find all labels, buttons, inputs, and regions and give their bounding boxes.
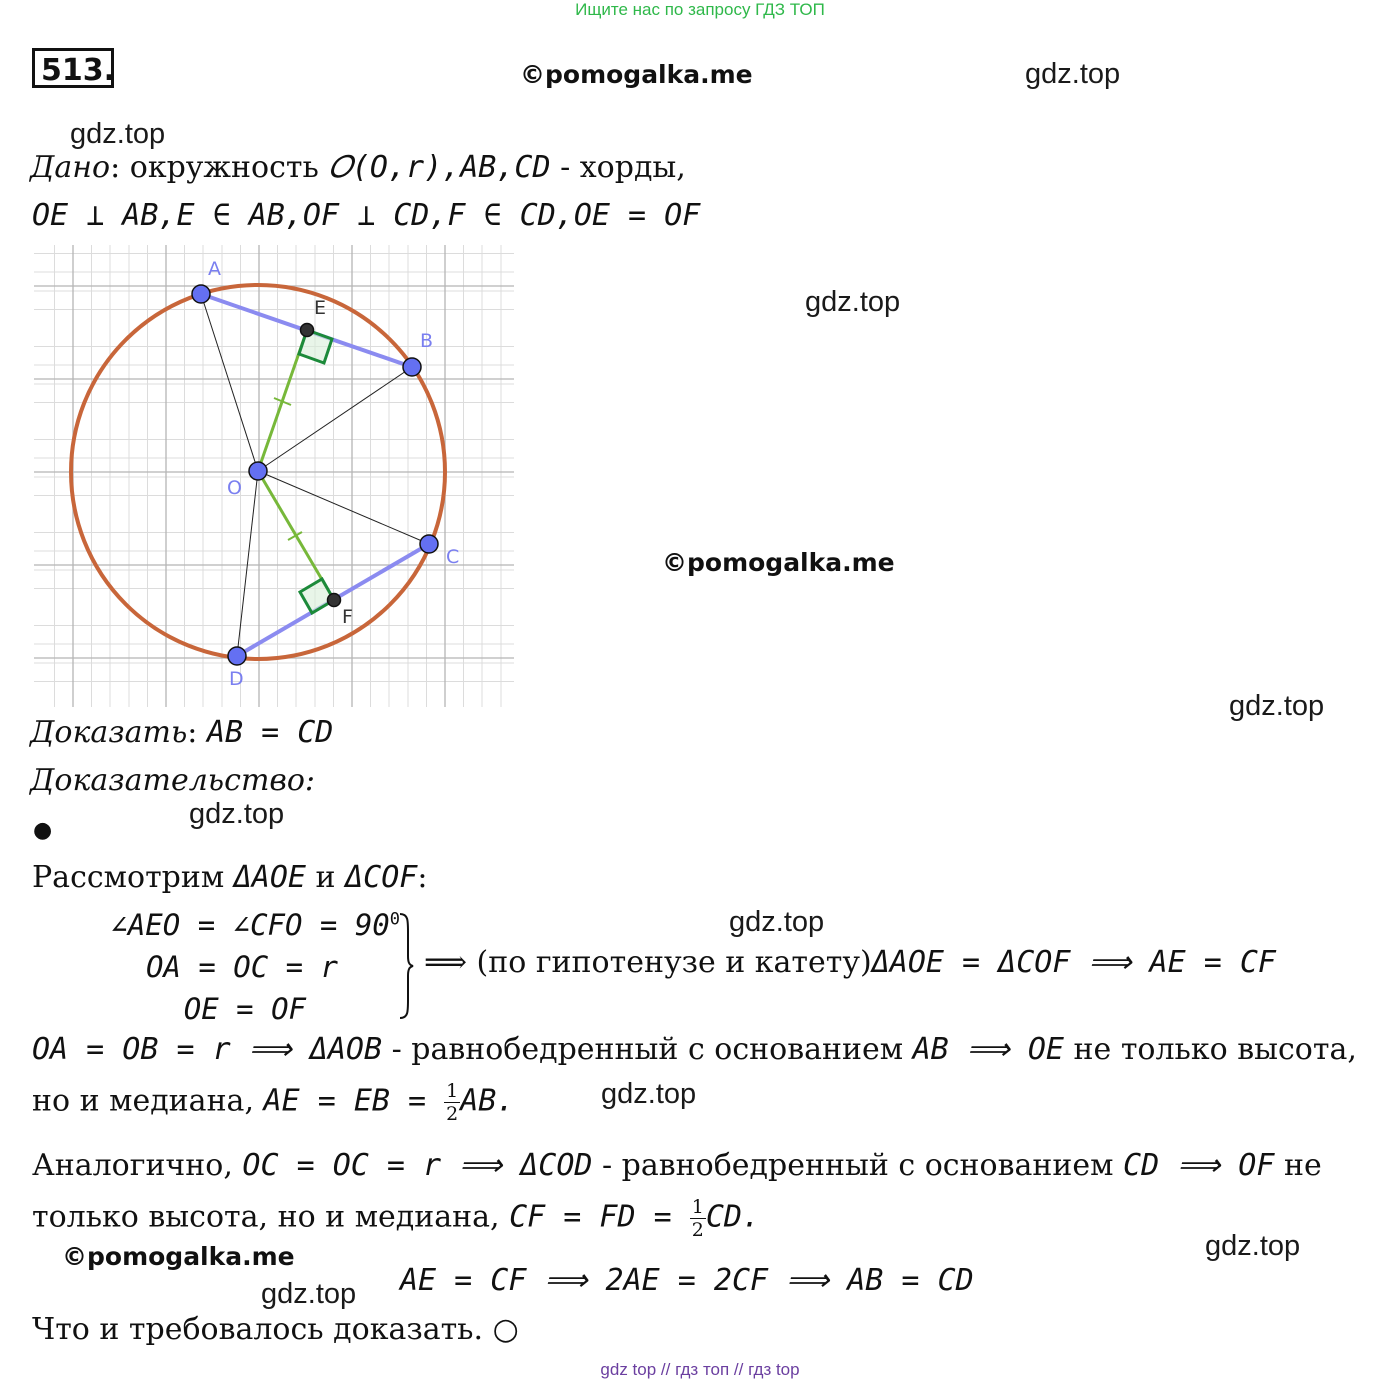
label-f: F: [342, 606, 353, 628]
watermark-gdz-7: gdz.top: [601, 1078, 697, 1110]
watermark-gdz-6: gdz.top: [729, 906, 825, 938]
given-line-1: [30, 150, 686, 185]
right-brace: [396, 912, 416, 1020]
label-d: D: [229, 668, 244, 690]
label-b: B: [420, 330, 434, 352]
line-median-ab: но и медиана, AE = EB = $\frac{1}{2}$ AB.: [32, 1080, 515, 1125]
given-line-2: OE ⊥ AB,E ∈ AB,OF ⊥ CD,F ∈ CD,OE = OF: [32, 198, 701, 233]
given-text: : окружность: [110, 150, 329, 185]
fraction-half-2: $\frac{1}{2}$: [691, 1196, 704, 1241]
point-o: [249, 462, 267, 480]
brace-row-3: OE = OF: [183, 992, 306, 1026]
label-c: C: [446, 546, 460, 568]
prove-label: Доказать: [30, 715, 188, 750]
given-tail: - хорды,: [550, 150, 686, 185]
fraction-half: $\frac{1}{2}$: [446, 1080, 459, 1125]
implies-line: ⟹ (по гипотенузе и катету)ΔAOE = ΔCOF ⟹ AE = CF: [424, 945, 1276, 980]
grid-major: [34, 245, 514, 707]
top-banner: Ищите нас по запросу ГДЗ ТОП: [575, 0, 825, 19]
prove-math: AB = CD: [206, 715, 334, 750]
watermark-pomogalka-3: ©pomogalka.me: [62, 1242, 295, 1271]
label-a: A: [208, 258, 221, 280]
proof-label: Доказательство:: [30, 763, 316, 798]
problem-number: 513.: [32, 48, 114, 88]
given-label: Дано: [30, 150, 111, 185]
watermark-pomogalka-2: ©pomogalka.me: [662, 548, 895, 577]
line-analog: Аналогично, OC = OC = r ⟹ ΔCOD - равнобедренный с основанием CD ⟹ OF не: [32, 1148, 1322, 1183]
consider-line: Рассмотрим ΔAOE и ΔCOF:: [32, 860, 428, 895]
watermark-gdz-3: gdz.top: [805, 286, 901, 318]
watermark-gdz-1: gdz.top: [1025, 58, 1121, 90]
bullet: ●: [33, 818, 53, 843]
brace-row-1: ∠AEO = ∠CFO = $90^0$: [110, 908, 400, 942]
point-c: [420, 535, 438, 553]
conclusion: Что и требовалось доказать. ○: [32, 1312, 519, 1347]
given-math: 𝑂(O,r),AB,CD: [328, 150, 551, 185]
point-f: [328, 594, 341, 607]
geometry-figure: [34, 245, 514, 707]
brace-row-2: OA = OC = r: [145, 950, 338, 984]
final-equation: AE = CF ⟹ 2AE = 2CF ⟹ AB = CD: [400, 1263, 974, 1298]
line-median-cd: только высота, но и медиана, CF = FD = $\frac{1}{2}$ CD.: [32, 1196, 761, 1241]
watermark-gdz-8: gdz.top: [1205, 1230, 1301, 1262]
prove-line: Доказать: AB = CD: [30, 715, 334, 750]
grid: [34, 245, 514, 707]
label-o: O: [227, 477, 242, 499]
watermark-pomogalka-1: ©pomogalka.me: [520, 60, 753, 89]
line-oa: OA = OB = r ⟹ ΔAOB - равнобедренный с основанием AB ⟹ OE не только высота,: [32, 1032, 1357, 1067]
label-e: E: [314, 297, 327, 319]
watermark-gdz-9: gdz.top: [261, 1278, 357, 1310]
point-a: [192, 285, 210, 303]
point-b: [403, 358, 421, 376]
watermark-gdz-5: gdz.top: [189, 798, 285, 830]
watermark-gdz-4: gdz.top: [1229, 690, 1325, 722]
point-d: [228, 647, 246, 665]
footer-links[interactable]: gdz top // гдз топ // гдз top: [600, 1360, 800, 1379]
watermark-gdz-2: gdz.top: [70, 118, 166, 150]
point-e: [301, 324, 314, 337]
